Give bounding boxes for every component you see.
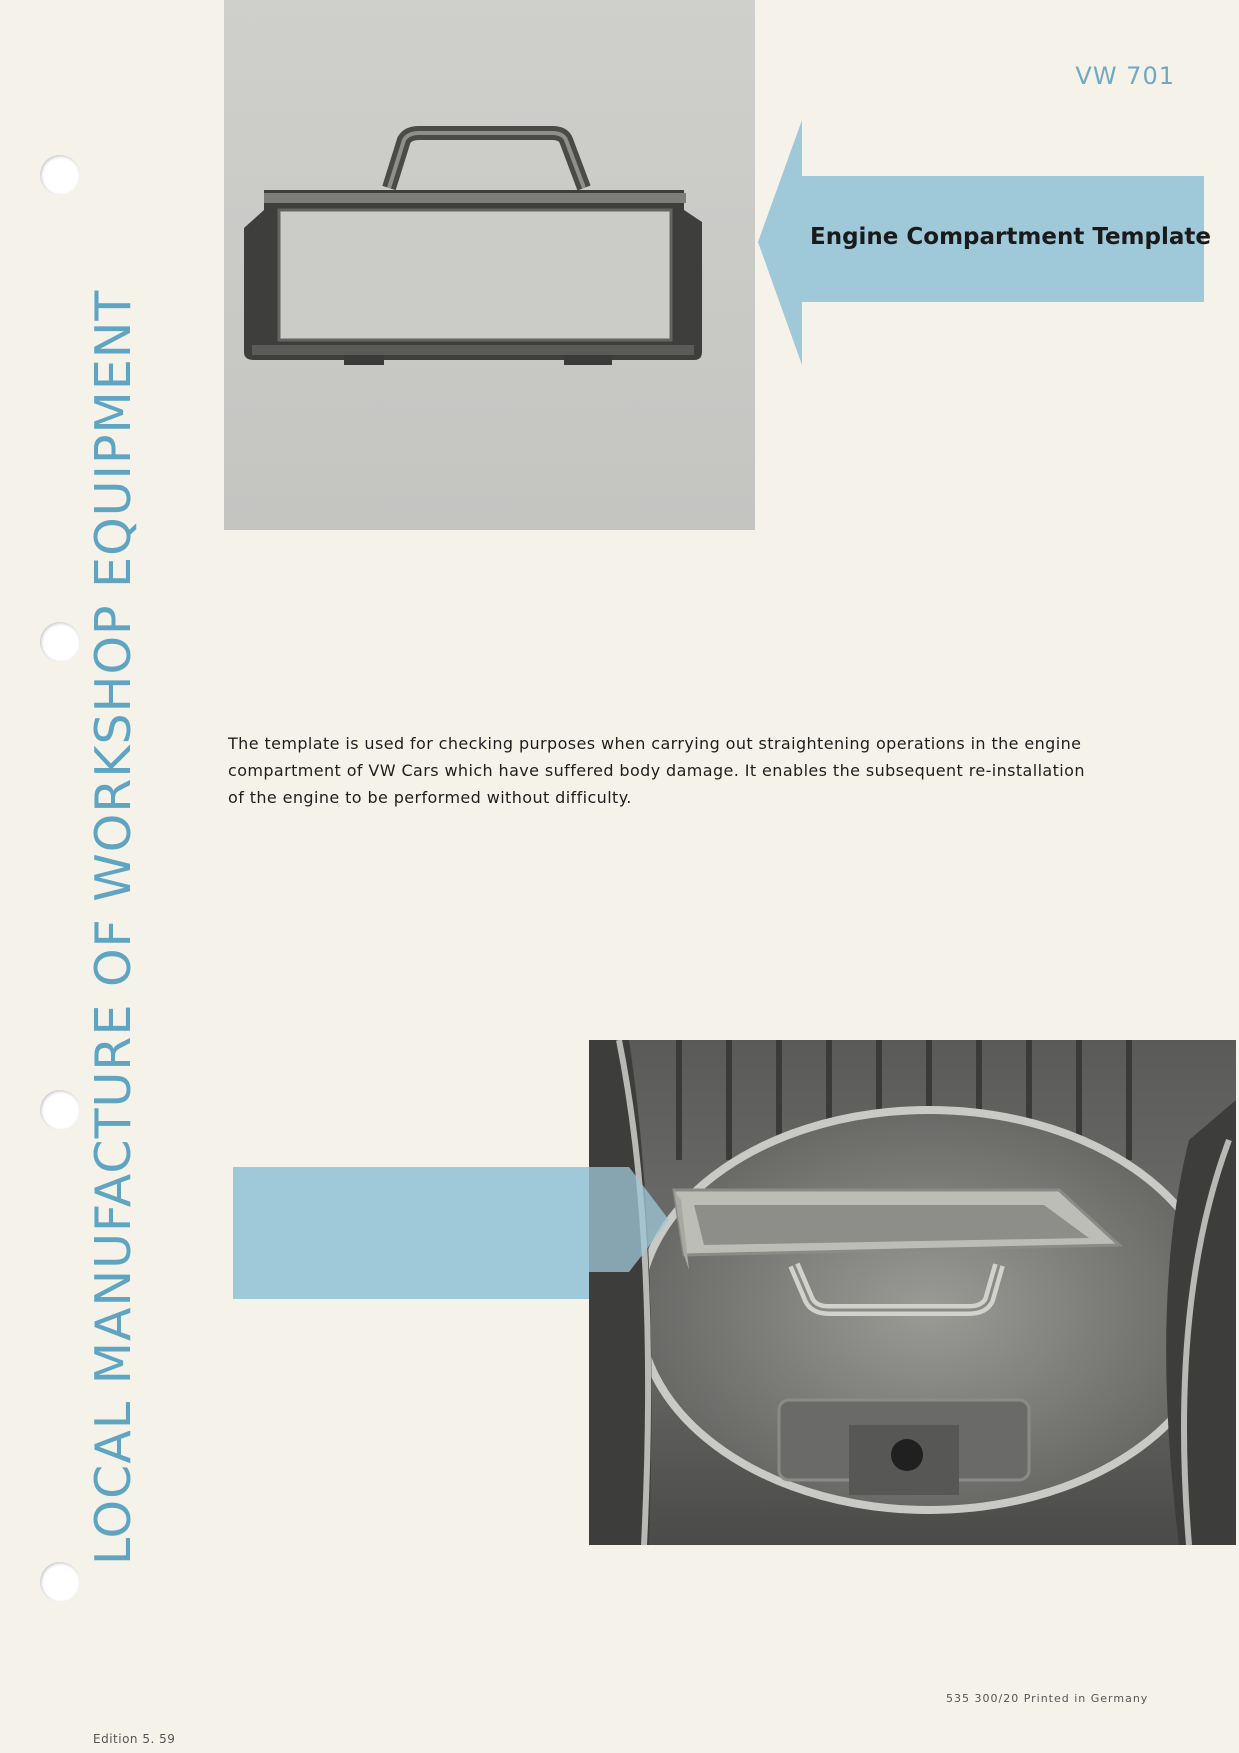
document-code: VW 701 — [1075, 62, 1175, 90]
punch-hole — [40, 155, 80, 195]
edition-label: Edition 5. 59 — [93, 1732, 176, 1746]
punch-hole — [40, 1090, 80, 1130]
engine-bay-photo-icon — [589, 1040, 1236, 1545]
arrow-left-icon — [758, 120, 808, 365]
page-title: Engine Compartment Template — [810, 224, 1211, 250]
accent-band — [233, 1167, 589, 1299]
template-photo-icon — [224, 0, 755, 530]
printed-label: 535 300/20 Printed in Germany — [946, 1692, 1149, 1705]
punch-hole — [40, 1562, 80, 1602]
description-text: The template is used for checking purposes when carrying out straightening operations in the engine compartment of VW Cars which have suffered body damage. It enables the subsequent re-installation of the engine to be performed without difficulty. — [228, 734, 1085, 807]
punch-hole — [40, 622, 80, 662]
vertical-title: LOCAL MANUFACTURE OF WORKSHOP EQUIPMENT — [85, 289, 142, 1565]
